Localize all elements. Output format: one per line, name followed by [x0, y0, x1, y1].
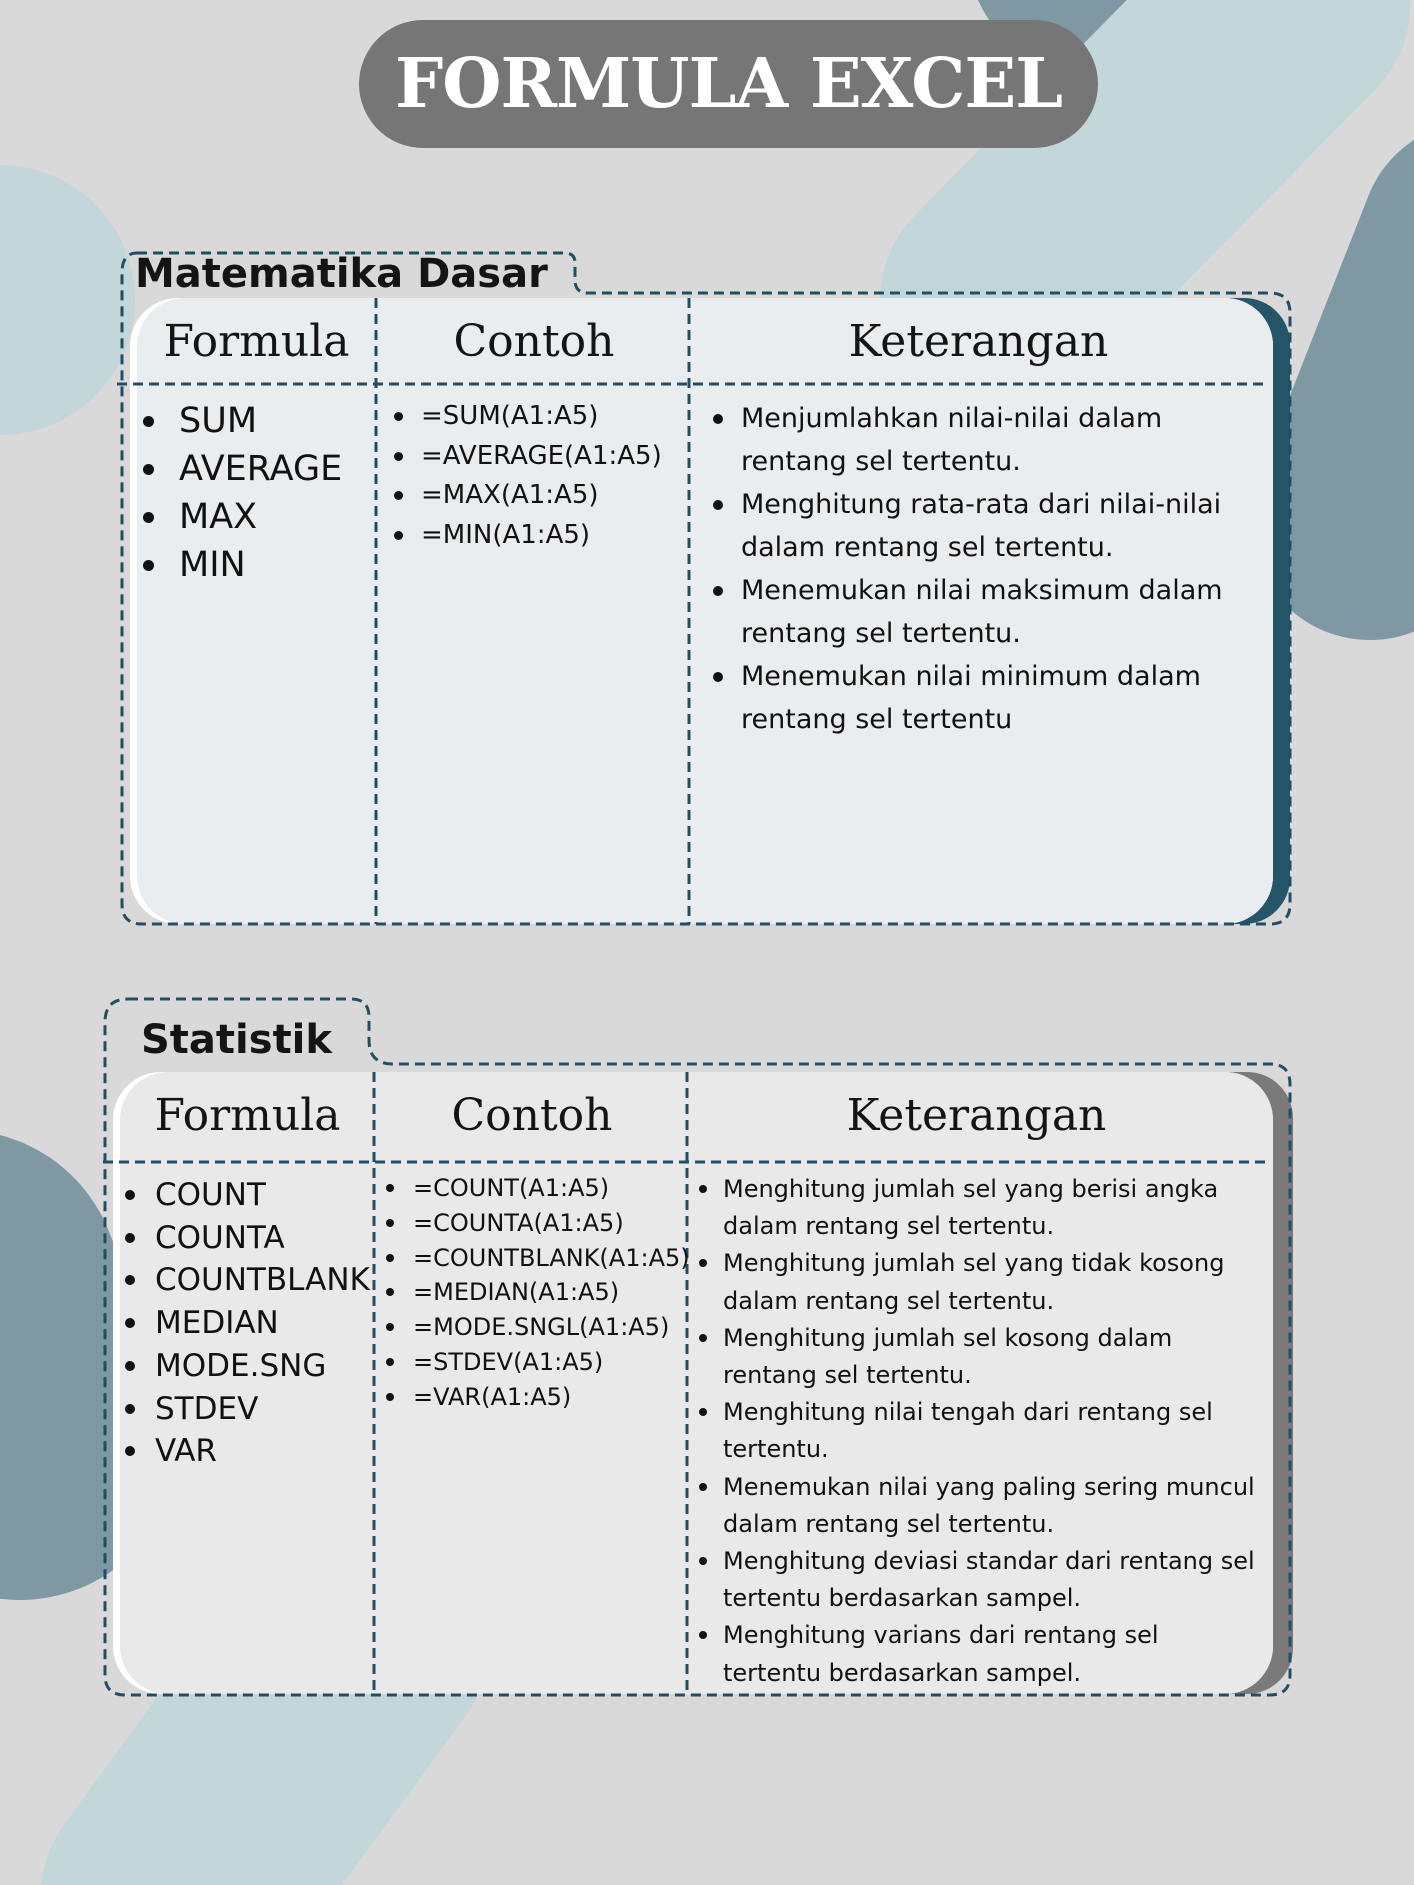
list-item: SUM: [139, 397, 373, 445]
list-item: COUNT: [121, 1174, 373, 1217]
bg-pill-mid-right: [1370, 240, 1414, 520]
column-header-keterangan: Keterangan: [846, 1090, 1107, 1141]
list-item: =VAR(A1:A5): [383, 1380, 685, 1415]
column-header-contoh: Contoh: [451, 1090, 613, 1141]
column-header-keterangan: Keterangan: [848, 316, 1109, 367]
list-item: MAX: [139, 493, 373, 541]
section-label: Matematika Dasar: [135, 251, 548, 297]
list-item: MIN: [139, 541, 373, 589]
description-list: [697, 1171, 1259, 1692]
list-item: Menghitung rata-rata dari nilai-nilai dalam rentang sel tertentu.: [709, 483, 1254, 569]
list-item: Menghitung varians dari rentang sel tertentu berdasarkan sampel.: [697, 1617, 1259, 1691]
list-item: =STDEV(A1:A5): [383, 1345, 685, 1380]
list-item: Menemukan nilai maksimum dalam rentang sel tertentu.: [709, 569, 1254, 655]
list-item: VAR: [121, 1430, 373, 1473]
list-item: =MODE.SNGL(A1:A5): [383, 1310, 685, 1345]
list-item: Menjumlahkan nilai-nilai dalam rentang sel tertentu.: [709, 397, 1254, 483]
section-label: Statistik: [141, 1017, 332, 1063]
list-item: COUNTA: [121, 1217, 373, 1260]
page-title: FORMULA EXCEL: [395, 44, 1062, 124]
formula-list: [121, 1174, 373, 1473]
list-item: MEDIAN: [121, 1302, 373, 1345]
list-item: =COUNTA(A1:A5): [383, 1206, 685, 1241]
list-item: =MIN(A1:A5): [391, 516, 687, 556]
example-list: [383, 1171, 690, 1415]
formula-list: [139, 397, 373, 589]
list-item: AVERAGE: [139, 445, 373, 493]
list-item: Menghitung jumlah sel yang berisi angka dalam rentang sel tertentu.: [697, 1171, 1259, 1245]
list-item: =SUM(A1:A5): [391, 397, 687, 437]
list-item: Menemukan nilai yang paling sering muncul dalam rentang sel tertentu.: [697, 1469, 1259, 1543]
description-list: [709, 397, 1254, 741]
column-header-formula: Formula: [163, 316, 350, 367]
example-list: [391, 397, 687, 555]
list-item: Menghitung jumlah sel yang tidak kosong dalam rentang sel tertentu.: [697, 1245, 1259, 1319]
list-item: Menemukan nilai minimum dalam rentang sel tertentu: [709, 655, 1254, 741]
list-item: =COUNTBLANK(A1:A5): [383, 1241, 685, 1276]
list-item: =MAX(A1:A5): [391, 476, 687, 516]
list-item: MODE.SNG: [121, 1345, 373, 1388]
bg-circle-left: [0, 165, 135, 435]
list-item: Menghitung nilai tengah dari rentang sel tertentu.: [697, 1394, 1259, 1468]
list-item: =COUNT(A1:A5): [383, 1171, 685, 1206]
section-statistik: [103, 996, 1297, 1702]
section-matematika-dasar: [117, 248, 1297, 930]
list-item: STDEV: [121, 1388, 373, 1431]
title-banner: [359, 20, 1098, 148]
list-item: =AVERAGE(A1:A5): [391, 437, 687, 477]
list-item: Menghitung jumlah sel kosong dalam rentang sel tertentu.: [697, 1320, 1259, 1394]
column-header-formula: Formula: [154, 1090, 341, 1141]
list-item: =MEDIAN(A1:A5): [383, 1275, 685, 1310]
list-item: COUNTBLANK: [121, 1259, 373, 1302]
column-header-contoh: Contoh: [453, 316, 615, 367]
list-item: Menghitung deviasi standar dari rentang sel tertentu berdasarkan sampel.: [697, 1543, 1259, 1617]
bg-pill-mid-left: [0, 1290, 20, 1440]
